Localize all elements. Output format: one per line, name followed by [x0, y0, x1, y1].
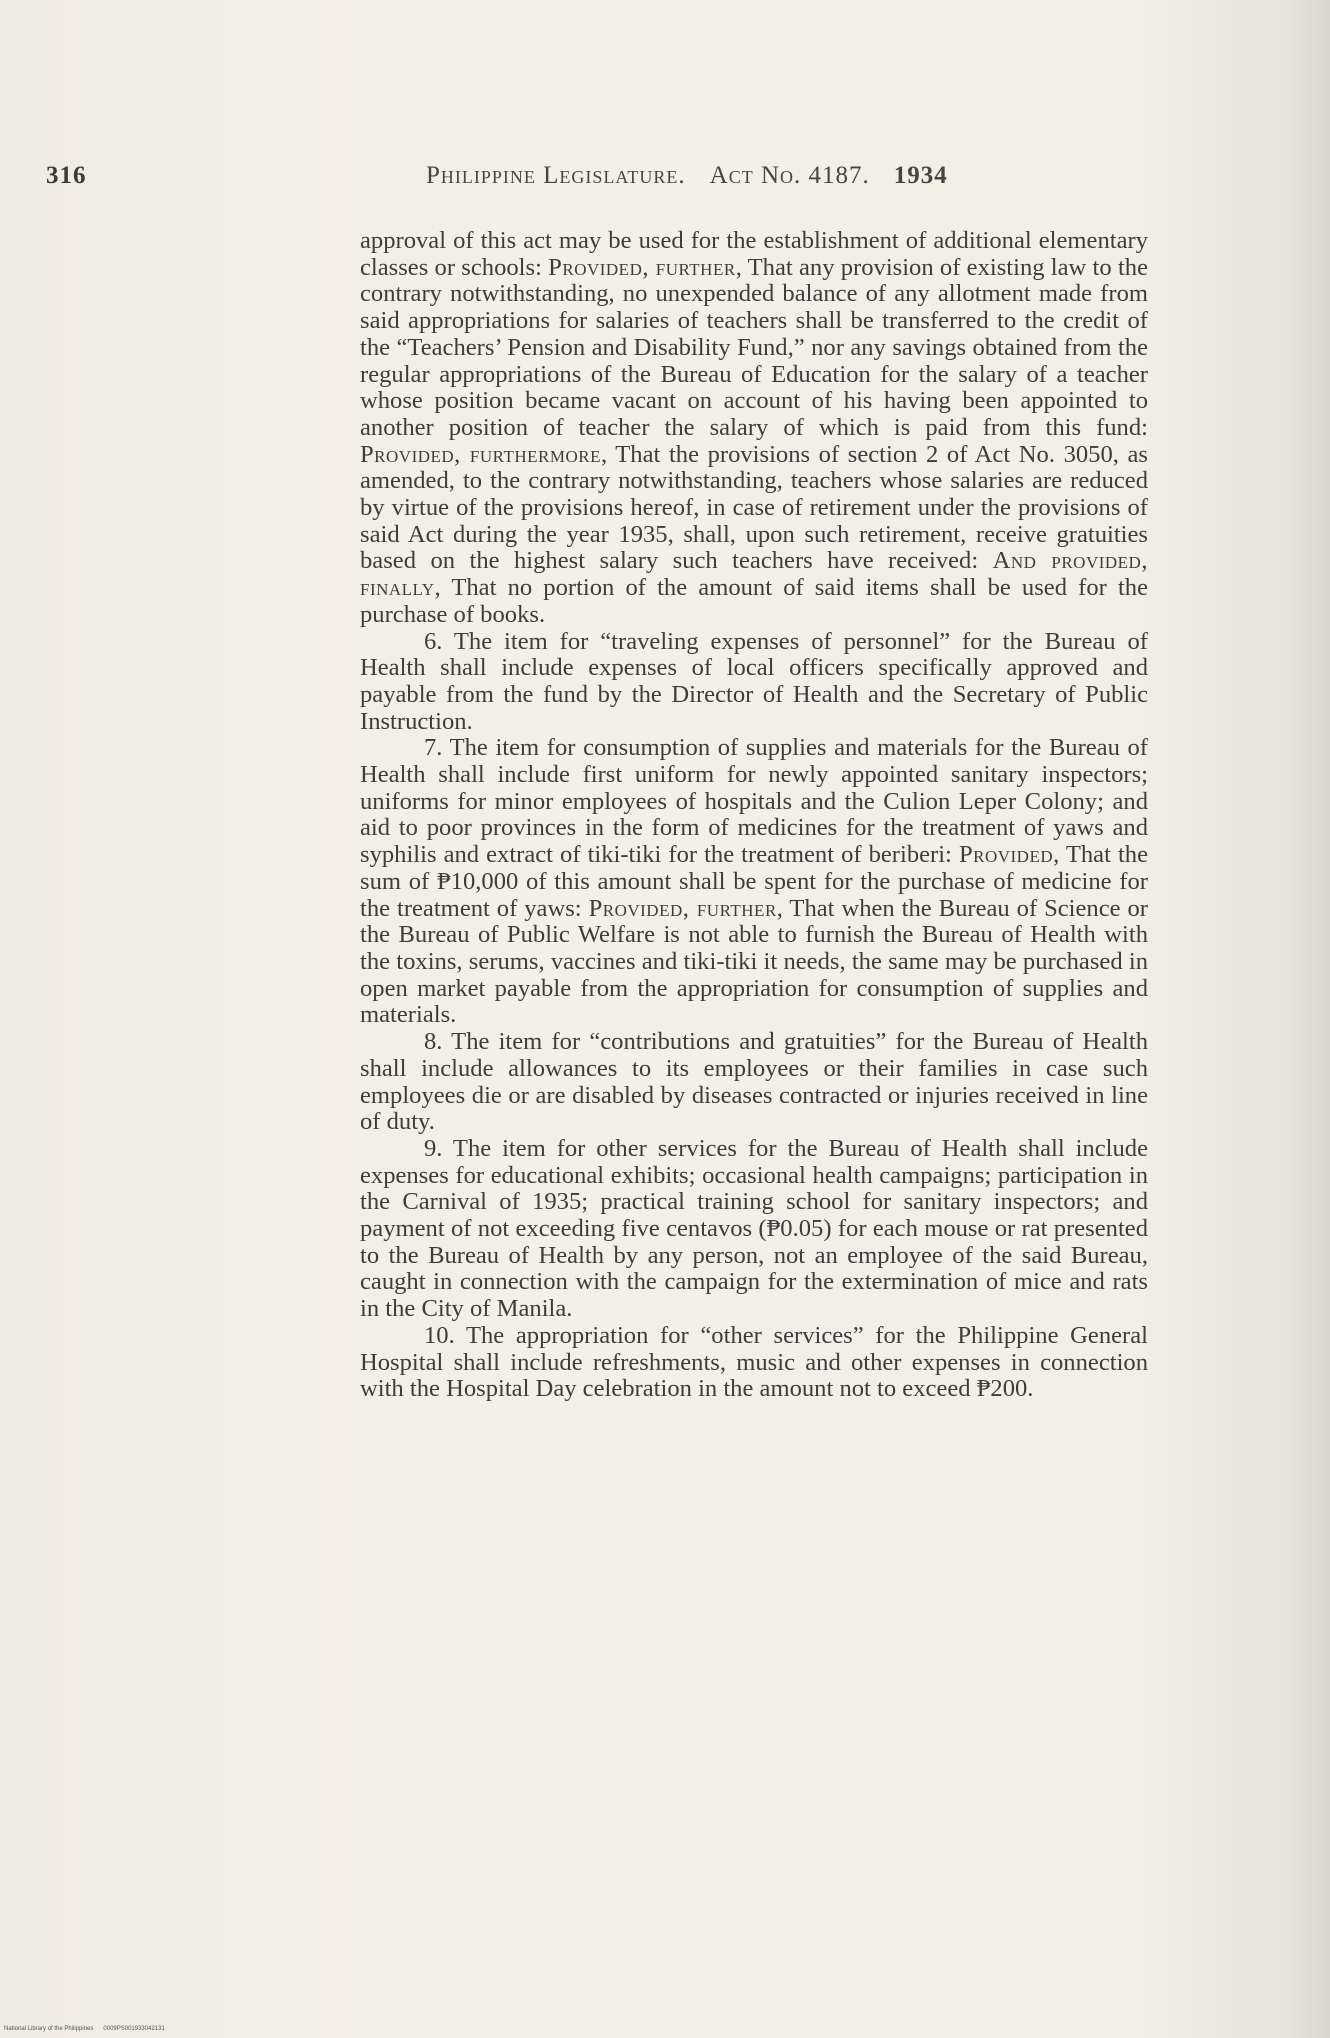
proviso-heading: And provided, finally	[360, 547, 1148, 602]
scan-footer	[4, 2026, 165, 2032]
proviso-heading: Provided	[958, 841, 1054, 869]
paragraph-text: 10. The appropriation for “other services” for the Philippine General Hospital shall include refreshments, music and other expenses in connection with the Hospital Day celebration in the amount not to exceed ₱200.	[360, 1321, 1148, 1403]
page-number: 316	[46, 162, 87, 189]
paragraph-text: 8. The item for “contributions and gratuities” for the Bureau of Health shall include allowances to its employees or their families in case such employees die or are disabled by diseases contracted or injuries received in line of duty.	[360, 1028, 1148, 1136]
paragraph-text: , That the sum of ₱10,000 of this amount shall be spent for the purchase of medicine for the treatment of yaws:	[360, 841, 1148, 922]
paragraph-text: , That any provision of existing law to the contrary notwithstanding, no unexpended balance of any allotment made from said appropriations for salaries of teachers shall be transferred to the credit of the “Teachers’ Pension and Disability Fund,” nor any savings obtained from the regular appropriations of the Bureau of Education for the salary of a teacher whose position became vacant on account of his having been appointed to another position of teacher the salary of which is paid from this fund:	[360, 253, 1148, 441]
paragraph-text: , That no portion of the amount of said items shall be used for the purchase of books.	[360, 574, 1148, 628]
paragraph-2	[360, 629, 1148, 736]
paragraph-text: 6. The item for “traveling expenses of personnel” for the Bureau of Health shall include expenses of local officers specifically approved and payable from the fund by the Director of Health and the Secretary of Public Instruction.	[360, 627, 1148, 735]
running-head-year: 1934	[893, 162, 948, 189]
paragraph-1	[360, 228, 1148, 629]
running-head	[426, 162, 948, 190]
proviso-heading: Provided, further	[588, 894, 777, 922]
proviso-heading: Provided, furthermore	[360, 440, 601, 468]
proviso-heading: Provided, further	[548, 253, 736, 281]
paragraph-text: , That the provisions of section 2 of Act No. 3050, as amended, to the contrary notwithstanding, teachers whose salaries are reduced by virtue of the provisions hereof, in case of retirement under the provisions of said Act during the year 1935, shall, upon such retirement, receive gratuities based on the highest salary such teachers have received:	[360, 440, 1148, 575]
body-text	[360, 228, 1148, 1403]
paragraph-6	[360, 1323, 1148, 1403]
paragraph-3	[360, 735, 1148, 1029]
running-head-title: Philippine Legislature.	[426, 162, 686, 189]
paragraph-text: approval of this act may be used for the establishment of additional elementary classes or schools:	[360, 227, 1148, 281]
paragraph-text: 7. The item for consumption of supplies and materials for the Bureau of Health shall include first uniform for newly appointed sanitary inspectors; uniforms for minor employees of hospitals and the Culion Leper Colony; and aid to poor provinces in the form of medicines for the treatment of yaws and syphilis and extract of tiki-tiki for the treatment of beriberi:	[360, 734, 1148, 869]
paragraph-text: 9. The item for other services for the Bureau of Health shall include expenses for educational exhibits; occasional health campaigns; participation in the Carnival of 1935; practical training school for sanitary inspectors; and payment of not exceeding five centavos (₱0.05) for each mouse or rat presented to the Bureau of Health by any person, not an employee of the said Bureau, caught in connection with the campaign for the extermination of mice and rats in the City of Manila.	[360, 1134, 1148, 1323]
footer-source: National Library of the Philippines	[4, 2026, 94, 2032]
footer-id: 0009PS001933042131	[103, 2026, 165, 2032]
paragraph-4	[360, 1029, 1148, 1136]
paragraph-text: , That when the Bureau of Science or the Bureau of Public Welfare is not able to furnish the Bureau of Health with the toxins, serums, vaccines and tiki-tiki it needs, the same may be purchased in open market payable from the appropriation for consumption of supplies and materials.	[360, 894, 1148, 1029]
running-head-act: Act No. 4187.	[709, 162, 870, 189]
paragraph-5	[360, 1136, 1148, 1323]
